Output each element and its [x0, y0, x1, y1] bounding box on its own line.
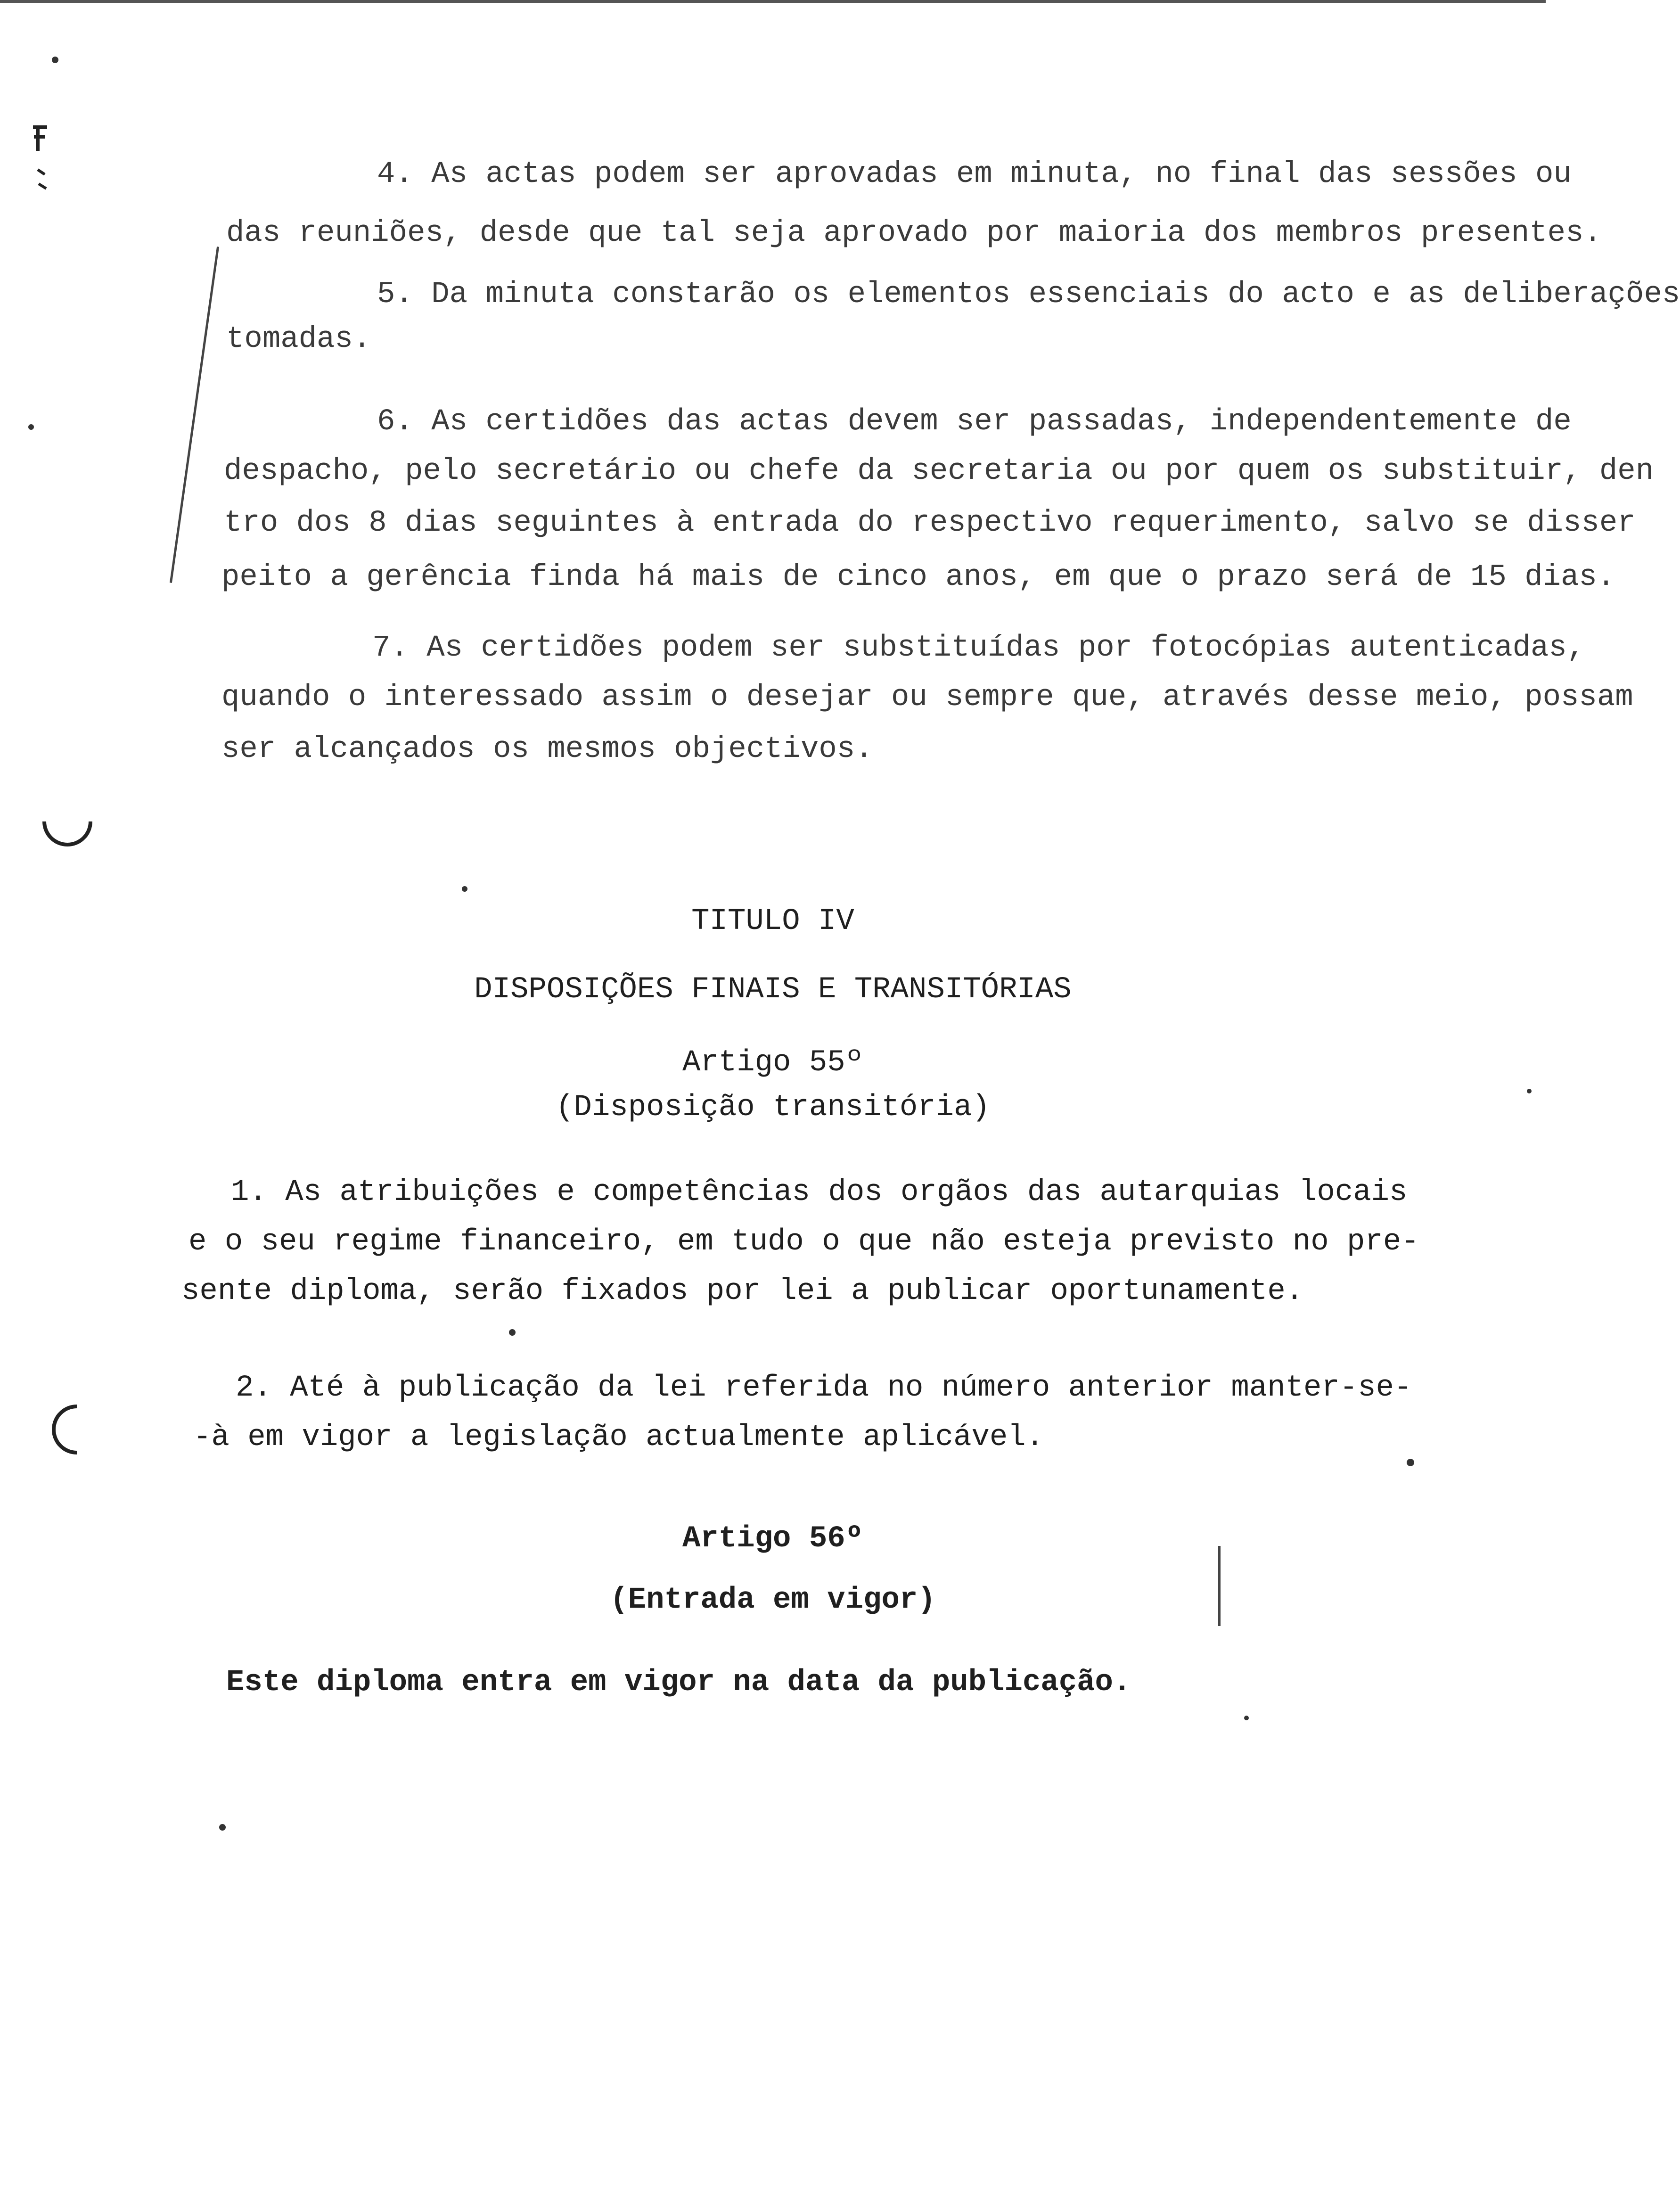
scan-speck	[1244, 1716, 1249, 1720]
paragraph-7-line-2: quando o interessado assim o desejar ou sempre que, através desse meio, possam	[221, 681, 1633, 715]
article-55-subheading: (Disposição transitória)	[556, 1091, 990, 1125]
scan-speck	[509, 1329, 516, 1336]
article-55-para-1-line-2: e o seu regime financeiro, em tudo o que não esteja previsto no pre-	[188, 1225, 1419, 1259]
paragraph-6-line-2: despacho, pelo secretário ou chefe da secretaria ou por quem os substituir, den	[224, 454, 1654, 488]
article-55-para-1-line-3: sente diploma, serão fixados por lei a publicar oportunamente.	[181, 1274, 1304, 1308]
hole-punch-arc-bottom	[41, 1394, 112, 1465]
margin-initials-mark	[28, 123, 57, 222]
scan-margin-line	[170, 246, 219, 583]
title-subtitle: DISPOSIÇÕES FINAIS E TRANSITÓRIAS	[474, 973, 1072, 1007]
paragraph-7-line-1: 7. As certidões podem ser substituídas por fotocópias autenticadas,	[372, 631, 1585, 665]
paragraph-4-line-1: 4. As actas podem ser aprovadas em minuta, no final das sessões ou	[377, 157, 1572, 191]
hole-punch-arc-top	[32, 786, 103, 857]
article-55-para-2-line-1: 2. Até à publicação da lei referida no número anterior manter-se-	[236, 1371, 1412, 1405]
paragraph-4-line-2: das reuniões, desde que tal seja aprovado por maioria dos membros presentes.	[226, 216, 1602, 250]
scan-speck	[462, 886, 467, 892]
scan-speck	[52, 57, 58, 63]
article-55-para-2-line-2: -à em vigor a legislação actualmente aplicável.	[193, 1421, 1044, 1454]
scan-speck	[219, 1824, 226, 1831]
scan-bracket-mark	[1218, 1546, 1221, 1626]
article-56-subheading: (Entrada em vigor)	[610, 1583, 936, 1617]
paragraph-6-line-1: 6. As certidões das actas devem ser passadas, independentemente de	[377, 405, 1572, 439]
paragraph-6-line-4: peito a gerência finda há mais de cinco anos, em que o prazo será de 15 dias.	[221, 560, 1615, 594]
article-56-text: Este diploma entra em vigor na data da publicação.	[226, 1666, 1131, 1700]
scan-speck	[1407, 1459, 1414, 1466]
article-55-heading: Artigo 55º	[682, 1046, 864, 1080]
paragraph-6-line-3: tro dos 8 dias seguintes à entrada do respectivo requerimento, salvo se disser	[224, 506, 1636, 540]
title-number: TITULO IV	[691, 904, 854, 938]
scan-speck	[28, 424, 34, 430]
scan-speck	[1527, 1089, 1532, 1093]
article-56-heading: Artigo 56º	[682, 1522, 864, 1556]
article-55-para-1-line-1: 1. As atribuições e competências dos orgãos das autarquias locais	[231, 1175, 1408, 1209]
scan-top-border	[0, 0, 1546, 3]
paragraph-7-line-3: ser alcançados os mesmos objectivos.	[221, 732, 873, 766]
paragraph-5-line-1: 5. Da minuta constarão os elementos essenciais do acto e as deliberações	[377, 278, 1680, 312]
paragraph-5-line-2: tomadas.	[226, 322, 371, 356]
